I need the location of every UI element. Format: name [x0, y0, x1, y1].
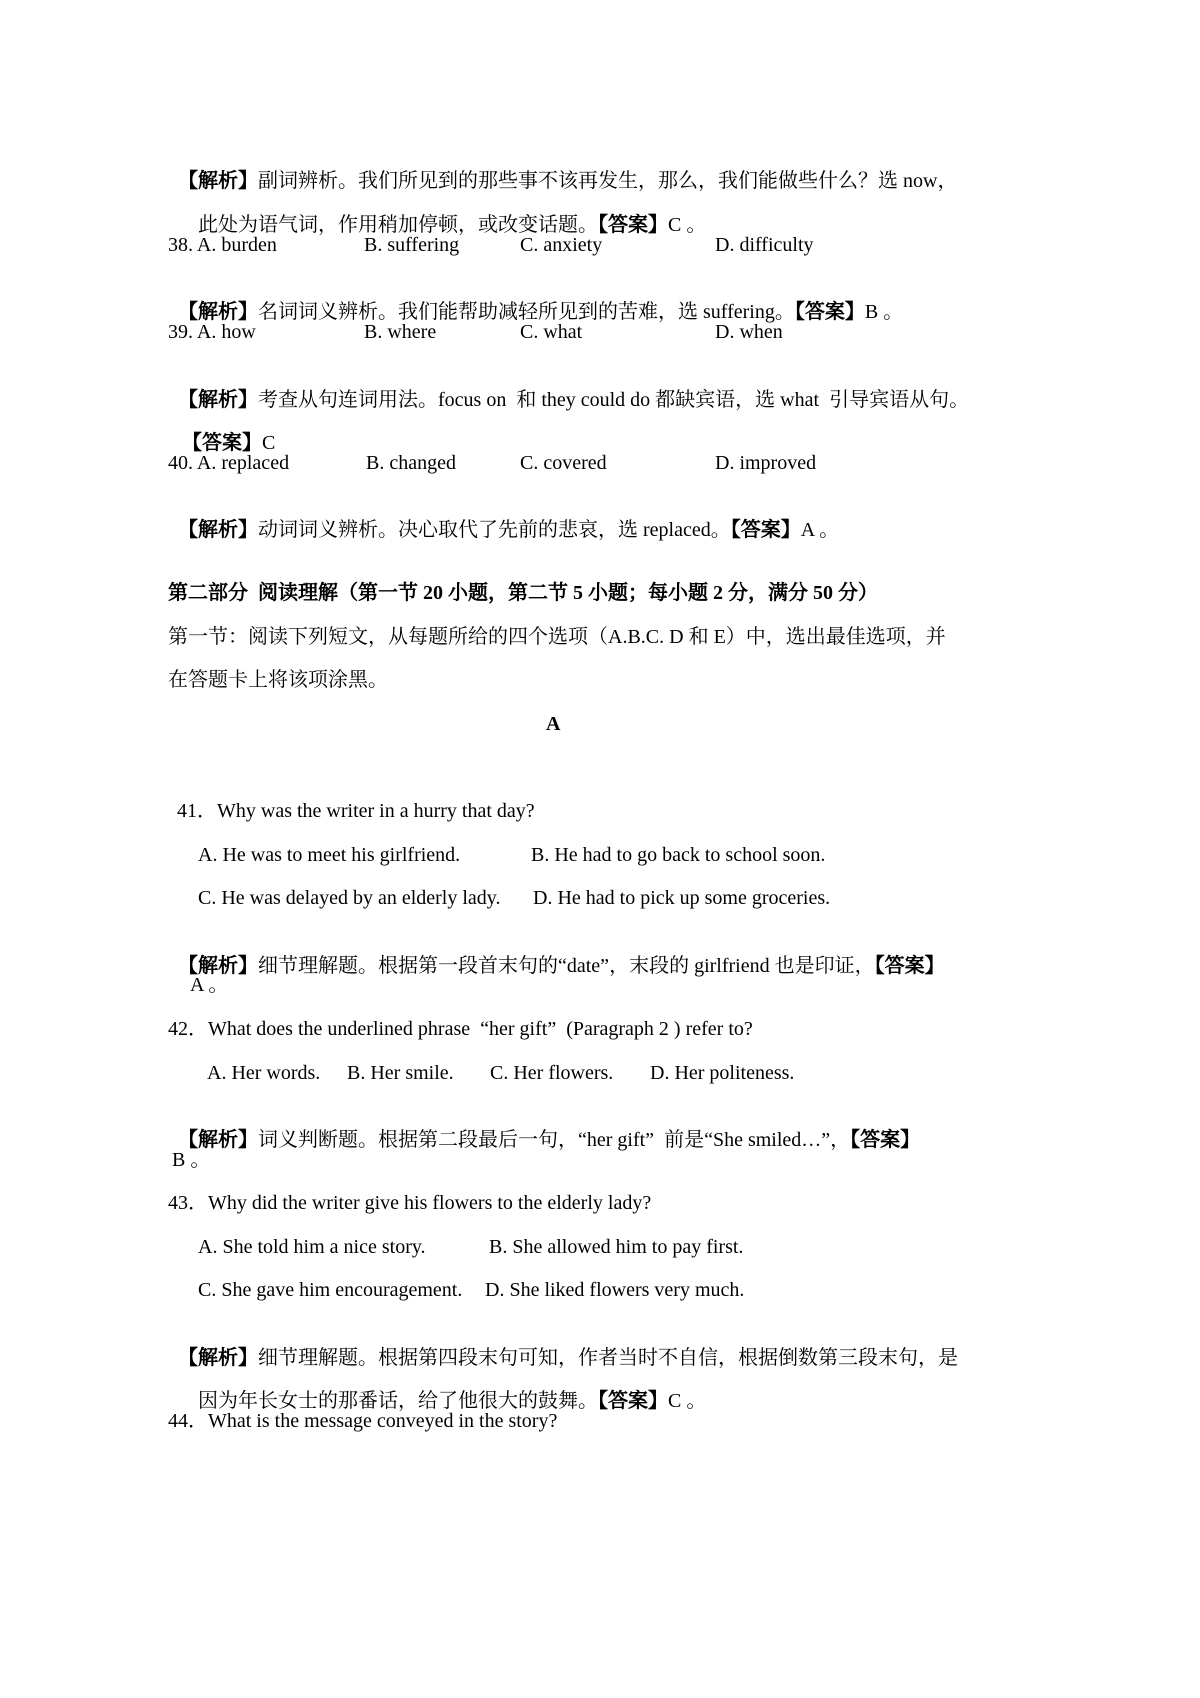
- q42-option-c: C. Her flowers.: [490, 1062, 614, 1084]
- q37-analysis-line-1: [168, 145, 957, 193]
- q39-answer: [172, 407, 275, 455]
- answer-tag: 【答案】: [794, 301, 865, 323]
- part2-heading: 第二部分 阅读理解（第一节 20 小题，第二节 5 小题；每小题 2 分，满分 50 分）: [168, 582, 878, 604]
- option-a: 39. A. how: [168, 321, 256, 343]
- analysis-text: 副词辨析。我们所见到的那些事不该再发生，那么，我们能做些什么？选 now，: [258, 170, 958, 192]
- q42-option-d: D. Her politeness.: [650, 1062, 795, 1084]
- option-c: C. covered: [520, 452, 607, 474]
- analysis-tag: 【解析】: [178, 1129, 258, 1151]
- analysis-tag: 【解析】: [178, 1347, 258, 1369]
- answer-tag: 【答案】: [874, 955, 945, 977]
- part2-intro-line-1: 第一节：阅读下列短文，从每题所给的四个选项（A.B.C. D 和 E）中，选出最佳选项，并: [168, 626, 946, 648]
- answer-tag: 【答案】: [598, 1390, 668, 1412]
- answer-value: B 。: [864, 301, 904, 323]
- q42-question: 42．What does the underlined phrase “her gift” (Paragraph 2 ) refer to?: [168, 1018, 753, 1040]
- q42-analysis: [168, 1104, 920, 1152]
- q43-option-c: C. She gave him encouragement.: [198, 1279, 463, 1301]
- q41-option-d: D. He had to pick up some groceries.: [533, 887, 831, 909]
- q41-analysis: [168, 930, 945, 978]
- analysis-text: 动词词义辨析。决心取代了先前的悲哀，选 replaced。: [258, 519, 731, 541]
- option-b: B. changed: [366, 452, 456, 474]
- analysis-text: 此处为语气词，作用稍加停顿，或改变话题。: [198, 214, 598, 236]
- answer-value: C: [262, 432, 276, 454]
- part2-intro-line-2: 在答题卡上将该项涂黑。: [168, 669, 388, 691]
- option-b: B. suffering: [364, 234, 460, 256]
- q43-question: 43．Why did the writer give his flowers to the elderly lady?: [168, 1192, 652, 1214]
- answer-value: C 。: [668, 214, 707, 236]
- option-a: 40. A. replaced: [168, 452, 290, 474]
- analysis-tag: 【解析】: [178, 389, 258, 411]
- q41-option-b: B. He had to go back to school soon.: [531, 844, 826, 866]
- answer-value: C 。: [668, 1390, 707, 1412]
- q37-analysis-line-2: [188, 189, 706, 237]
- option-d: D. when: [715, 321, 783, 343]
- q41-answer: A 。: [190, 974, 229, 996]
- analysis-tag: 【解析】: [178, 519, 258, 541]
- answer-value: A 。: [800, 519, 840, 541]
- q42-option-a: A. Her words.: [207, 1062, 321, 1084]
- q43-analysis-line-2: [188, 1365, 706, 1413]
- answer-tag: 【答案】: [850, 1129, 921, 1151]
- analysis-text: 名词词义辨析。我们能帮助减轻所见到的苦难，选 suffering。: [258, 301, 795, 323]
- q41-question: 41．Why was the writer in a hurry that day?: [177, 800, 535, 822]
- q42-answer: B 。: [172, 1149, 211, 1171]
- option-c: C. anxiety: [520, 234, 603, 256]
- section-title: A: [546, 713, 561, 735]
- analysis-tag: 【解析】: [178, 170, 258, 192]
- option-c: C. what: [520, 321, 583, 343]
- analysis-tag: 【解析】: [178, 301, 258, 323]
- analysis-text: 词义判断题。根据第二段最后一句，“her gift” 前是“She smiled…”，: [258, 1129, 851, 1151]
- analysis-text: 考查从句连词用法。focus on 和 they could do 都缺宾语，选 what 引导宾语从句。: [258, 389, 970, 411]
- q44-question: 44．What is the message conveyed in the story?: [168, 1410, 558, 1432]
- q43-option-a: A. She told him a nice story.: [198, 1236, 426, 1258]
- q43-option-b: B. She allowed him to pay first.: [489, 1236, 744, 1258]
- analysis-tag: 【解析】: [178, 955, 258, 977]
- q40-analysis: [168, 494, 839, 542]
- analysis-text: 因为年长女士的那番话，给了他很大的鼓舞。: [198, 1390, 598, 1412]
- analysis-text: 细节理解题。根据第四段末句可知，作者当时不自信，根据倒数第三段末句，是: [258, 1347, 958, 1369]
- answer-tag: 【答案】: [182, 432, 262, 454]
- answer-tag: 【答案】: [598, 214, 668, 236]
- answer-tag: 【答案】: [730, 519, 801, 541]
- option-b: B. where: [364, 321, 437, 343]
- q39-analysis: [168, 364, 969, 412]
- option-d: D. improved: [715, 452, 817, 474]
- q42-option-b: B. Her smile.: [347, 1062, 454, 1084]
- q43-analysis-line-1: [168, 1322, 958, 1370]
- q38-analysis: [168, 276, 903, 324]
- option-a: 38. A. burden: [168, 234, 277, 256]
- q43-option-d: D. She liked flowers very much.: [485, 1279, 745, 1301]
- q41-option-c: C. He was delayed by an elderly lady.: [198, 887, 501, 909]
- option-d: D. difficulty: [715, 234, 814, 256]
- analysis-text: 细节理解题。根据第一段首末句的“date”，末段的 girlfriend 也是印证，: [258, 955, 875, 977]
- q41-option-a: A. He was to meet his girlfriend.: [198, 844, 461, 866]
